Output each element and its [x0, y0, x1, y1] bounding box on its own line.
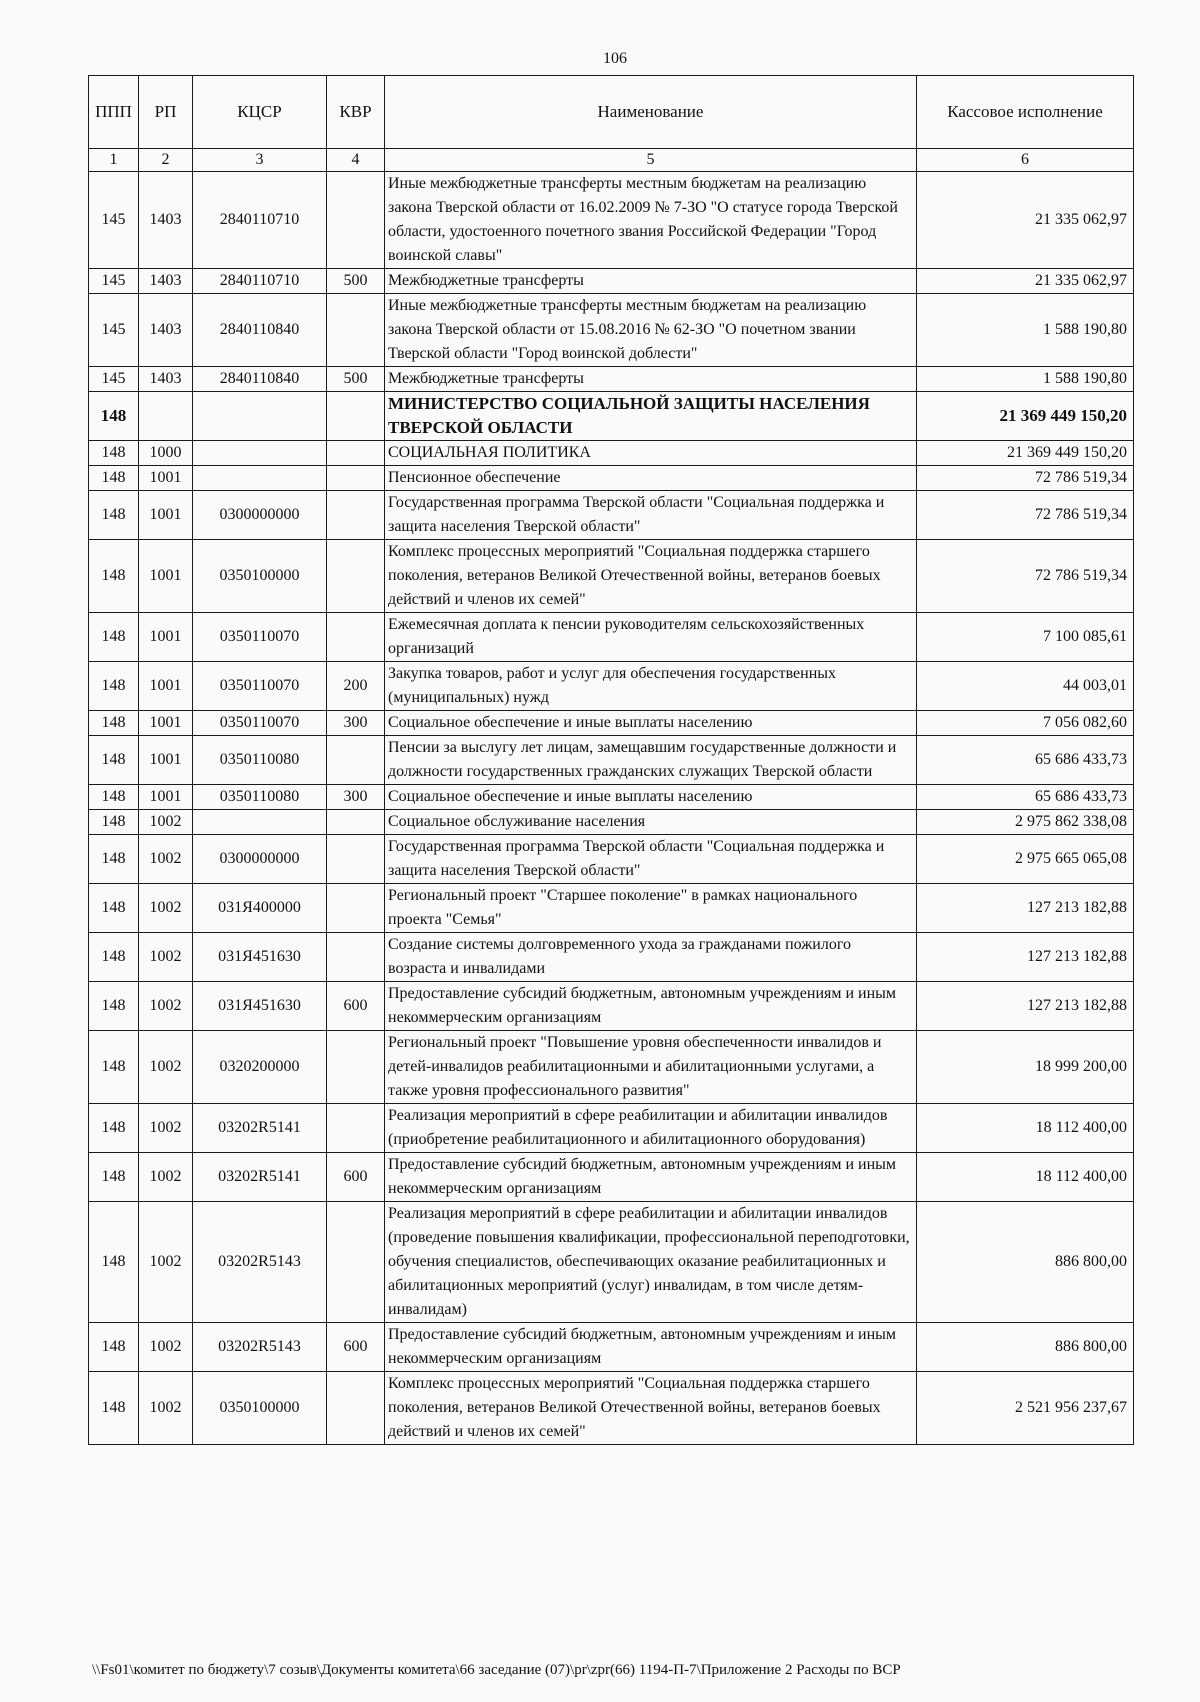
table-row: [89, 613, 1134, 662]
column-number: 6: [917, 149, 1134, 172]
cell-kvr: [327, 1202, 385, 1323]
table-row: [89, 736, 1134, 785]
table-row: [89, 711, 1134, 736]
cell-ppp: 148: [89, 1372, 139, 1445]
cell-amount: 72 786 519,34: [917, 491, 1134, 540]
cell-kcsr: [193, 466, 327, 491]
cell-amount: 7 056 082,60: [917, 711, 1134, 736]
cell-kvr: [327, 540, 385, 613]
cell-ppp: 148: [89, 491, 139, 540]
cell-kcsr: [193, 392, 327, 441]
cell-ppp: 148: [89, 982, 139, 1031]
cell-amount: 18 999 200,00: [917, 1031, 1134, 1104]
cell-rp: 1001: [139, 711, 193, 736]
cell-name: Социальное обслуживание населения: [385, 810, 917, 835]
cell-rp: 1403: [139, 269, 193, 294]
cell-rp: [139, 392, 193, 441]
cell-name: Межбюджетные трансферты: [385, 269, 917, 294]
cell-kcsr: 0350100000: [193, 540, 327, 613]
cell-rp: 1403: [139, 367, 193, 392]
cell-amount: 72 786 519,34: [917, 540, 1134, 613]
cell-name: Межбюджетные трансферты: [385, 367, 917, 392]
cell-amount: 2 975 862 338,08: [917, 810, 1134, 835]
cell-name: Пенсионное обеспечение: [385, 466, 917, 491]
cell-kvr: 300: [327, 785, 385, 810]
cell-ppp: 145: [89, 367, 139, 392]
cell-rp: 1403: [139, 172, 193, 269]
cell-amount: 127 213 182,88: [917, 982, 1134, 1031]
cell-rp: 1002: [139, 1202, 193, 1323]
budget-table: [88, 75, 1134, 1445]
cell-amount: 127 213 182,88: [917, 933, 1134, 982]
cell-kvr: [327, 466, 385, 491]
table-row: [89, 1104, 1134, 1153]
cell-name: Предоставление субсидий бюджетным, автономным учреждениям и иным некоммерческим организациям: [385, 982, 917, 1031]
cell-rp: 1001: [139, 613, 193, 662]
table-row: [89, 540, 1134, 613]
cell-rp: 1001: [139, 466, 193, 491]
cell-kcsr: 0350110080: [193, 736, 327, 785]
cell-kvr: [327, 294, 385, 367]
table-row: [89, 172, 1134, 269]
table-row: [89, 491, 1134, 540]
cell-kcsr: 2840110840: [193, 294, 327, 367]
cell-name: Государственная программа Тверской области "Социальная поддержка и защита населения Тверской области": [385, 835, 917, 884]
cell-ppp: 148: [89, 1153, 139, 1202]
cell-rp: 1001: [139, 540, 193, 613]
cell-rp: 1002: [139, 1153, 193, 1202]
cell-amount: 65 686 433,73: [917, 785, 1134, 810]
cell-amount: 886 800,00: [917, 1323, 1134, 1372]
cell-amount: 1 588 190,80: [917, 367, 1134, 392]
table-row: [89, 294, 1134, 367]
cell-kvr: [327, 172, 385, 269]
cell-kcsr: 03202R5141: [193, 1153, 327, 1202]
table-row: [89, 1202, 1134, 1323]
table-row: [89, 884, 1134, 933]
table-row: [89, 933, 1134, 982]
header-row: [89, 76, 1134, 149]
cell-rp: 1001: [139, 785, 193, 810]
cell-kcsr: 2840110710: [193, 172, 327, 269]
header-rp: РП: [139, 76, 193, 149]
cell-name: Комплекс процессных мероприятий "Социальная поддержка старшего поколения, ветеранов Великой Отечественной войны, ветеранов боевых действий и членов их семей": [385, 1372, 917, 1445]
cell-ppp: 148: [89, 810, 139, 835]
header-ppp: ППП: [89, 76, 139, 149]
cell-name: Предоставление субсидий бюджетным, автономным учреждениям и иным некоммерческим организациям: [385, 1323, 917, 1372]
cell-amount: 886 800,00: [917, 1202, 1134, 1323]
cell-name: Пенсии за выслугу лет лицам, замещавшим государственные должности и должности государственных гражданских служащих Тверской области: [385, 736, 917, 785]
cell-kcsr: 0350110080: [193, 785, 327, 810]
cell-name: Иные межбюджетные трансферты местным бюджетам на реализацию закона Тверской области от 15.08.2016 № 62-ЗО "О почетном звании Тверской области "Город воинской доблести": [385, 294, 917, 367]
cell-amount: 127 213 182,88: [917, 884, 1134, 933]
cell-kvr: [327, 810, 385, 835]
cell-ppp: 148: [89, 711, 139, 736]
cell-rp: 1002: [139, 1104, 193, 1153]
cell-rp: 1002: [139, 1323, 193, 1372]
cell-ppp: 148: [89, 540, 139, 613]
cell-name: Социальное обеспечение и иные выплаты населению: [385, 785, 917, 810]
cell-amount: 65 686 433,73: [917, 736, 1134, 785]
cell-rp: 1002: [139, 884, 193, 933]
table-row: [89, 810, 1134, 835]
table-row: [89, 1323, 1134, 1372]
header-name: Наименование: [385, 76, 917, 149]
cell-rp: 1001: [139, 491, 193, 540]
table-row: [89, 1372, 1134, 1445]
cell-kcsr: 031Я451630: [193, 982, 327, 1031]
cell-amount: 21 369 449 150,20: [917, 441, 1134, 466]
cell-name: Ежемесячная доплата к пенсии руководителям сельскохозяйственных организаций: [385, 613, 917, 662]
cell-kcsr: 2840110840: [193, 367, 327, 392]
cell-ppp: 148: [89, 466, 139, 491]
cell-amount: 72 786 519,34: [917, 466, 1134, 491]
table-row: [89, 466, 1134, 491]
table-row: [89, 982, 1134, 1031]
cell-rp: 1002: [139, 810, 193, 835]
cell-name: Региональный проект "Повышение уровня обеспеченности инвалидов и детей-инвалидов реабилитационными и абилитационными услугами, а также уровня профессионального развития": [385, 1031, 917, 1104]
cell-rp: 1002: [139, 1031, 193, 1104]
table-row: [89, 1031, 1134, 1104]
cell-kvr: [327, 835, 385, 884]
cell-rp: 1000: [139, 441, 193, 466]
cell-name: Создание системы долговременного ухода за гражданами пожилого возраста и инвалидами: [385, 933, 917, 982]
table-row: [89, 392, 1134, 441]
cell-ppp: 148: [89, 1202, 139, 1323]
cell-amount: 44 003,01: [917, 662, 1134, 711]
cell-rp: 1001: [139, 662, 193, 711]
cell-kcsr: 031Я451630: [193, 933, 327, 982]
table-row: [89, 367, 1134, 392]
cell-ppp: 148: [89, 1323, 139, 1372]
cell-amount: 18 112 400,00: [917, 1153, 1134, 1202]
cell-kvr: 500: [327, 269, 385, 294]
cell-ppp: 148: [89, 933, 139, 982]
footer-file-path: \\Fs01\комитет по бюджету\7 созыв\Документы комитета\66 заседание (07)\pr\zpr(66) 1194-П-7\Приложение 2 Расходы по ВСР: [92, 1662, 901, 1678]
cell-ppp: 145: [89, 269, 139, 294]
cell-name: Комплекс процессных мероприятий "Социальная поддержка старшего поколения, ветеранов Великой Отечественной войны, ветеранов боевых действий и членов их семей": [385, 540, 917, 613]
cell-kcsr: 0320200000: [193, 1031, 327, 1104]
cell-rp: 1403: [139, 294, 193, 367]
cell-ppp: 148: [89, 662, 139, 711]
cell-kcsr: 03202R5141: [193, 1104, 327, 1153]
cell-kcsr: 0350100000: [193, 1372, 327, 1445]
cell-kcsr: 0300000000: [193, 835, 327, 884]
table-row: [89, 785, 1134, 810]
cell-kvr: [327, 736, 385, 785]
cell-ppp: 148: [89, 441, 139, 466]
cell-amount: 21 335 062,97: [917, 269, 1134, 294]
cell-amount: 2 975 665 065,08: [917, 835, 1134, 884]
cell-kcsr: 0350110070: [193, 613, 327, 662]
cell-amount: 1 588 190,80: [917, 294, 1134, 367]
cell-kvr: [327, 441, 385, 466]
cell-kcsr: 03202R5143: [193, 1202, 327, 1323]
table-body: [89, 172, 1134, 1445]
cell-rp: 1002: [139, 933, 193, 982]
cell-ppp: 148: [89, 1031, 139, 1104]
cell-name: Региональный проект "Старшее поколение" в рамках национального проекта "Семья": [385, 884, 917, 933]
cell-rp: 1001: [139, 736, 193, 785]
cell-kvr: 200: [327, 662, 385, 711]
cell-name: МИНИСТЕРСТВО СОЦИАЛЬНОЙ ЗАЩИТЫ НАСЕЛЕНИЯ ТВЕРСКОЙ ОБЛАСТИ: [385, 392, 917, 441]
cell-kvr: [327, 1031, 385, 1104]
cell-kvr: [327, 1104, 385, 1153]
cell-name: Государственная программа Тверской области "Социальная поддержка и защита населения Тверской области": [385, 491, 917, 540]
cell-ppp: 148: [89, 1104, 139, 1153]
cell-name: Иные межбюджетные трансферты местным бюджетам на реализацию закона Тверской области от 16.02.2009 № 7-ЗО "О статусе города Тверской области, удостоенного почетного звания Российской Федерации "Город воинской славы": [385, 172, 917, 269]
header-kcsr: КЦСР: [193, 76, 327, 149]
cell-kcsr: [193, 441, 327, 466]
table-row: [89, 269, 1134, 294]
cell-kvr: [327, 392, 385, 441]
column-number: 5: [385, 149, 917, 172]
cell-kcsr: 0350110070: [193, 711, 327, 736]
cell-amount: 7 100 085,61: [917, 613, 1134, 662]
cell-ppp: 148: [89, 785, 139, 810]
cell-amount: 2 521 956 237,67: [917, 1372, 1134, 1445]
cell-kvr: [327, 1372, 385, 1445]
column-number: 3: [193, 149, 327, 172]
cell-kcsr: 031Я400000: [193, 884, 327, 933]
column-number-row: [89, 149, 1134, 172]
cell-name: Реализация мероприятий в сфере реабилитации и абилитации инвалидов (проведение повышения квалификации, профессиональной переподготовки, обучения специалистов, обеспечивающих оказание реабилитационных и абилитационных мероприятий (услуг) инвалидам, в том числе детям-инвалидам): [385, 1202, 917, 1323]
column-number: 2: [139, 149, 193, 172]
column-number: 1: [89, 149, 139, 172]
cell-kcsr: 0300000000: [193, 491, 327, 540]
cell-kvr: [327, 933, 385, 982]
cell-kcsr: 03202R5143: [193, 1323, 327, 1372]
cell-kvr: [327, 491, 385, 540]
cell-kcsr: 0350110070: [193, 662, 327, 711]
cell-rp: 1002: [139, 982, 193, 1031]
cell-kvr: [327, 613, 385, 662]
column-number: 4: [327, 149, 385, 172]
cell-kvr: 300: [327, 711, 385, 736]
cell-kvr: 600: [327, 1323, 385, 1372]
cell-ppp: 145: [89, 172, 139, 269]
cell-rp: 1002: [139, 835, 193, 884]
page-number: 106: [603, 50, 627, 67]
cell-name: Реализация мероприятий в сфере реабилитации и абилитации инвалидов (приобретение реабилитационного и абилитационного оборудования): [385, 1104, 917, 1153]
table-row: [89, 441, 1134, 466]
cell-ppp: 148: [89, 613, 139, 662]
table-row: [89, 835, 1134, 884]
cell-ppp: 145: [89, 294, 139, 367]
cell-name: СОЦИАЛЬНАЯ ПОЛИТИКА: [385, 441, 917, 466]
cell-kvr: 600: [327, 1153, 385, 1202]
table-row: [89, 662, 1134, 711]
cell-name: Социальное обеспечение и иные выплаты населению: [385, 711, 917, 736]
cell-kvr: 500: [327, 367, 385, 392]
cell-kvr: [327, 884, 385, 933]
header-kvr: КВР: [327, 76, 385, 149]
cell-amount: 21 335 062,97: [917, 172, 1134, 269]
header-amount: Кассовое исполнение: [917, 76, 1134, 149]
cell-ppp: 148: [89, 884, 139, 933]
cell-ppp: 148: [89, 392, 139, 441]
cell-ppp: 148: [89, 736, 139, 785]
cell-kvr: 600: [327, 982, 385, 1031]
table-row: [89, 1153, 1134, 1202]
cell-name: Закупка товаров, работ и услуг для обеспечения государственных (муниципальных) нужд: [385, 662, 917, 711]
cell-amount: 18 112 400,00: [917, 1104, 1134, 1153]
cell-rp: 1002: [139, 1372, 193, 1445]
cell-ppp: 148: [89, 835, 139, 884]
cell-name: Предоставление субсидий бюджетным, автономным учреждениям и иным некоммерческим организациям: [385, 1153, 917, 1202]
cell-kcsr: 2840110710: [193, 269, 327, 294]
cell-amount: 21 369 449 150,20: [917, 392, 1134, 441]
cell-kcsr: [193, 810, 327, 835]
